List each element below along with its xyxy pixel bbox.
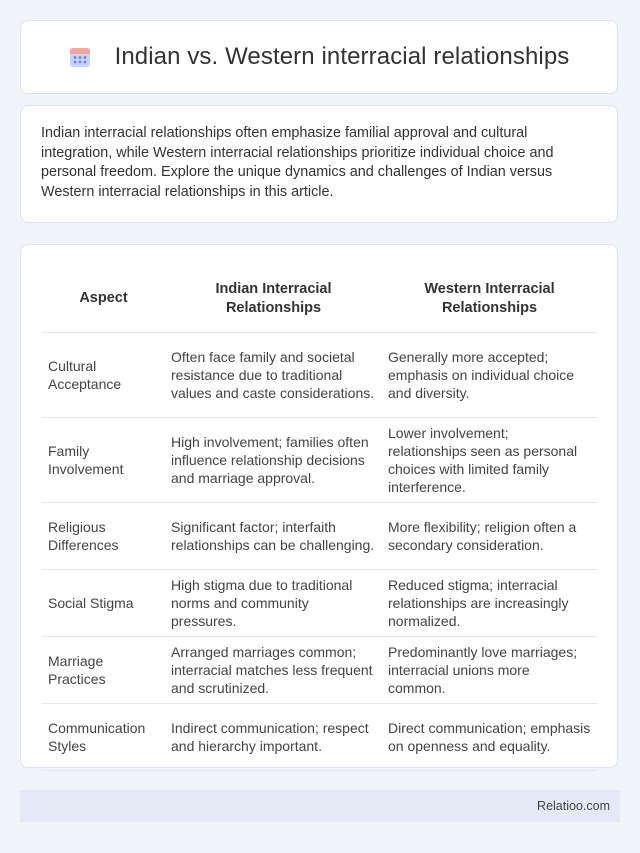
- row-western: Predominantly love marriages; interracial unions more common.: [382, 637, 597, 704]
- header-aspect: Aspect: [42, 265, 165, 333]
- footer-bar: [20, 790, 620, 822]
- intro-paragraph: Indian interracial relationships often emphasize familial approval and cultural integration, while Western interracial relationships prioritize individual choice and personal freedom. Explore the unique dynamics and challenges of Indian versus Western interracial relationships in this article.: [41, 125, 554, 200]
- table-row: [42, 570, 597, 637]
- row-indian: High involvement; families often influence relationship decisions and marriage approval.: [165, 418, 382, 503]
- row-aspect: Family Involvement: [42, 418, 165, 503]
- comparison-card: [20, 244, 618, 768]
- row-indian: High stigma due to traditional norms and community pressures.: [165, 570, 382, 637]
- page-title: Indian vs. Western interracial relationships: [114, 43, 570, 70]
- table-row: [42, 418, 597, 503]
- row-aspect: Communication Styles: [42, 704, 165, 771]
- row-indian: Often face family and societal resistance due to traditional values and caste considerations.: [165, 333, 382, 418]
- table-row: [42, 704, 597, 771]
- row-western: Lower involvement; relationships seen as personal choices with limited family interference.: [382, 418, 597, 503]
- comparison-table: [42, 265, 597, 771]
- table-header-row: [42, 265, 597, 333]
- row-western: More flexibility; religion often a secondary consideration.: [382, 503, 597, 570]
- row-indian: Arranged marriages common; interracial matches less frequent and scrutinized.: [165, 637, 382, 704]
- row-indian: Significant factor; interfaith relationships can be challenging.: [165, 503, 382, 570]
- table-row: [42, 637, 597, 704]
- calendar-icon: [69, 46, 91, 68]
- intro-card: [20, 105, 618, 223]
- header-western: Western Interracial Relationships: [382, 265, 597, 333]
- table-row: [42, 503, 597, 570]
- table-row: [42, 333, 597, 418]
- row-indian: Indirect communication; respect and hierarchy important.: [165, 704, 382, 771]
- footer-site-name: Relatioo.com: [537, 799, 610, 813]
- row-aspect: Marriage Practices: [42, 637, 165, 704]
- row-aspect: Social Stigma: [42, 570, 165, 637]
- header-indian: Indian Interracial Relationships: [165, 265, 382, 333]
- row-western: Reduced stigma; interracial relationships are increasingly normalized.: [382, 570, 597, 637]
- row-aspect: Religious Differences: [42, 503, 165, 570]
- row-western: Generally more accepted; emphasis on individual choice and diversity.: [382, 333, 597, 418]
- row-aspect: Cultural Acceptance: [42, 333, 165, 418]
- row-western: Direct communication; emphasis on openness and equality.: [382, 704, 597, 771]
- title-card: [20, 20, 618, 94]
